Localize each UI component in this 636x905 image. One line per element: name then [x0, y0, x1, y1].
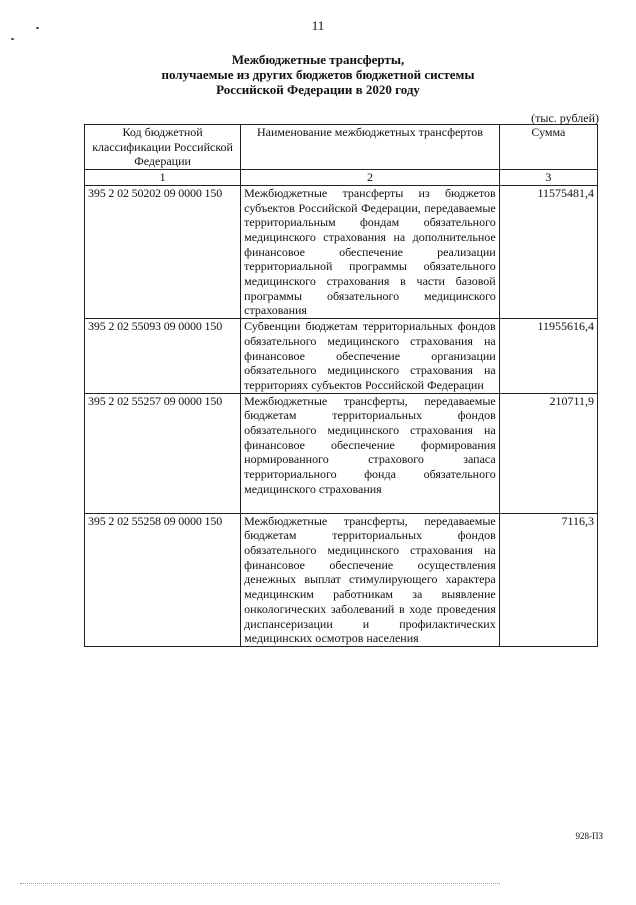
transfer-sum: 7116,3: [499, 513, 597, 646]
column-index: 1: [85, 170, 241, 186]
budget-code: 395 2 02 50202 09 0000 150: [85, 185, 241, 318]
transfer-sum: 210711,9: [499, 393, 597, 513]
transfer-name: Субвенции бюджетам территориальных фондов обязательного медицинского страхования на финансовое обеспечение организации обязательного медицинского страхования на территориях субъектов Российской Федерации: [241, 319, 500, 394]
table-header-row: [85, 125, 598, 170]
budget-code: 395 2 02 55258 09 0000 150: [85, 513, 241, 646]
table-row: [85, 319, 598, 394]
table-row: [85, 513, 598, 646]
scan-speck: [11, 38, 14, 40]
transfers-table: [84, 124, 598, 647]
budget-code: 395 2 02 55257 09 0000 150: [85, 393, 241, 513]
page-number: 11: [311, 18, 325, 33]
header-name: Наименование межбюджетных трансфертов: [241, 125, 500, 170]
table-row: [85, 185, 598, 318]
transfer-name: Межбюджетные трансферты, передаваемые бюджетам территориальных фондов обязательного медицинского страхования на финансовое обеспечение осуществления денежных выплат стимулирующего характера медицинским работникам за выявление онкологических заболеваний в ходе проведения диспансеризации и профилактических медицинских осмотров населения: [241, 513, 500, 646]
column-index: 2: [241, 170, 500, 186]
transfer-sum: 11575481,4: [499, 185, 597, 318]
document-title: [0, 52, 636, 97]
scan-speck: [36, 27, 39, 29]
title-line: Межбюджетные трансферты,: [231, 52, 405, 67]
transfer-sum: 11955616,4: [499, 319, 597, 394]
units-label: (тыс. рублей): [531, 111, 599, 125]
title-line: Российской Федерации в 2020 году: [216, 82, 420, 97]
header-code: Код бюджетной классификации Российской Федерации: [85, 125, 241, 170]
transfer-name: Межбюджетные трансферты из бюджетов субъектов Российской Федерации, передаваемые территориальным фондам обязательного медицинского страхования на дополнительное финансовое обеспечение реализации территориальной программы обязательного медицинского страхования в части базовой программы обязательного медицинского страхования: [241, 185, 500, 318]
column-index-row: [85, 170, 598, 186]
title-line: получаемые из других бюджетов бюджетной системы: [161, 67, 475, 82]
budget-code: 395 2 02 55093 09 0000 150: [85, 319, 241, 394]
header-sum: Сумма: [499, 125, 597, 170]
table-row: [85, 393, 598, 513]
scan-artifact-line: [20, 883, 500, 885]
column-index: 3: [499, 170, 597, 186]
transfer-name: Межбюджетные трансферты, передаваемые бюджетам территориальных фондов обязательного медицинского страхования на финансовое обеспечение формирования нормированного страхового запаса территориального фонда обязательного медицинского страхования: [241, 393, 500, 513]
document-footer-code: 928-ПЗ: [575, 831, 603, 841]
